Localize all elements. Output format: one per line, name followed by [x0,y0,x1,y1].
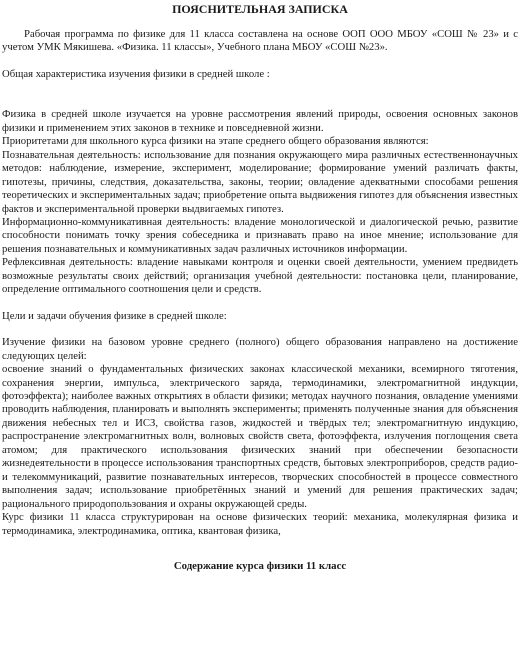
goals-heading: Цели и задачи обучения физике в средней школе: [2,309,227,322]
content-heading: Содержание курса физики 11 класс [173,559,347,572]
cognitive-activity-paragraph: Познавательная деятельность: использование для познания окружающего мира различных естественнонаучных методов: наблюдение, измерение, эксперимент, моделирование; формирование умений различать факты, гипотезы, причины, следствия, доказательства, законы, теории; овладение адекватными способами решения теоретических и экспериментальных задач; приобретение опыта выдвижения гипотез для объяснения известных фактов и экспериментальной проверки выдвигаемых гипотез. [2,148,518,215]
communicative-activity-paragraph: Информационно-коммуникативная деятельность: владение монологической и диалогической речью, развитие способности понимать точку зрения собеседника и признавать право на иное мнение; использование для решения познавательных и коммуникативных задач различных источников информации. [2,215,518,255]
physics-paragraph: Физика в средней школе изучается на уровне рассмотрения явлений природы, освоения основных законов физики и применением этих законов в технике и повседневной жизни. [2,108,518,134]
general-heading: Общая характеристика изучения физики в средней школе : [2,67,270,80]
goals-intro-paragraph: Изучение физики на базовом уровне среднего (полного) общего образования направлено на достижение следующих целей: [2,336,518,362]
reflexive-activity-paragraph: Рефлексивная деятельность: владение навыками контроля и оценки своей деятельности, умением предвидеть возможные результаты своих действий; организация учебной деятельности: постановка цели, планирование, определение оптимального соотношения цели и средств. [2,256,518,296]
priorities-paragraph: Приоритетами для школьного курса физики на этапе среднего общего образования являются: [2,135,429,148]
document-page [0,2,521,672]
structure-paragraph: Курс физики 11 класса структурирован на основе физических теорий: механика, молекулярная физика и термодинамика, электродинамика, оптика, квантовая физика, [2,511,518,537]
goals-text-paragraph: освоение знаний о фундаментальных физических законах классической механики, всемирного тяготения, сохранения энергии, импульса, электрического заряда, термодинамики, электромагнитной индукции, фотоэффекта); наиболее важных открытиях в области физики; методах научного познания, овладение умениями проводить наблюдения, планировать и выполнять эксперименты; применять полученные знания для объяснения движения небесных тел и ИСЗ, свойства газов, жидкостей и твёрдых тел; электромагнитную индукцию, распространение электромагнитных волн, волновых свойств света, фотоэффекта, излучения поглощения света атомом; для практического использования физических знаний при обеспечении безопасности жизнедеятельности в процессе использования транспортных средств, бытовых электроприборов, средств радио- и телекоммуникаций, развитие познавательных интересов, творческих способностей в процессе совместного выполнения задач; использование приобретённых знаний и умений для решения практических задач; рационального природопользования и охраны окружающей среды. [2,363,518,510]
document-title: ПОЯСНИТЕЛЬНАЯ ЗАПИСКА [172,2,348,16]
intro-paragraph: Рабочая программа по физике для 11 класса составлена на основе ООП ООО МБОУ «СОШ № 23» и с учетом УМК Мякишева. «Физика. 11 классы», Учебного плана МБОУ «СОШ №23». [2,28,518,54]
